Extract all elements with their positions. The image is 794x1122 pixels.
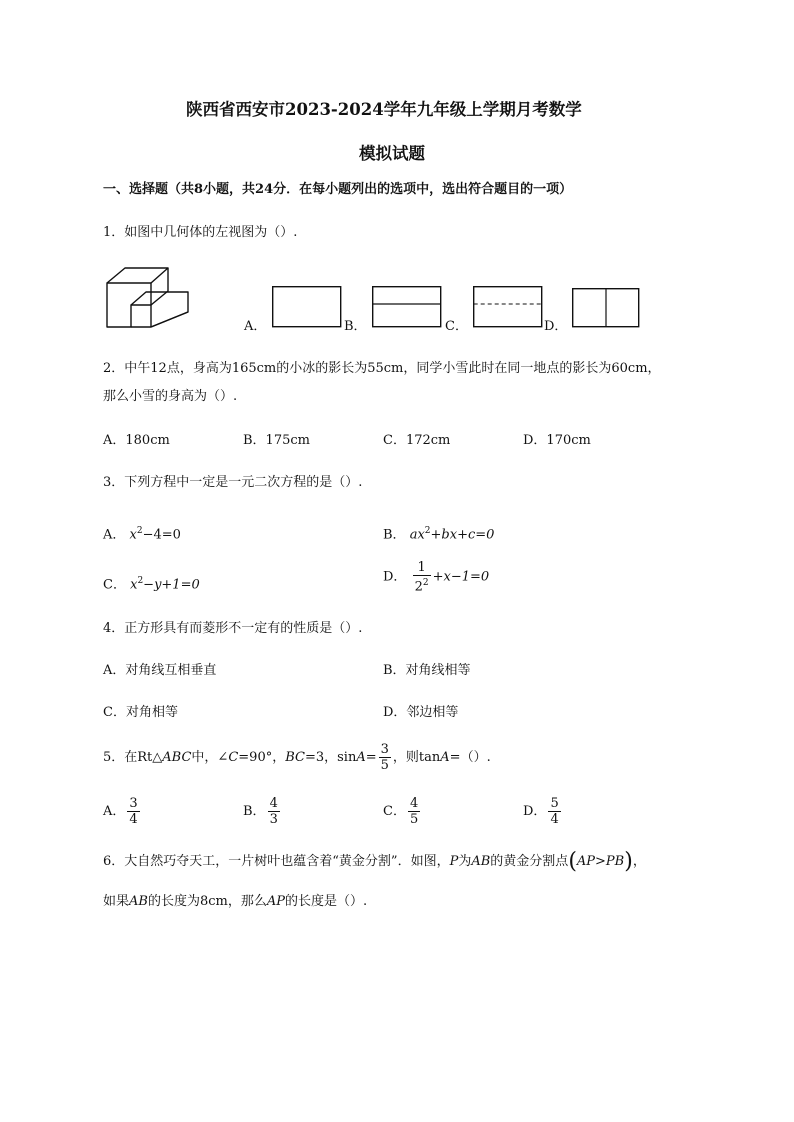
q5-option-c-label: C． xyxy=(383,804,406,819)
q3-option-c-rest: −y+1=0 xyxy=(143,577,200,593)
q6-line2-segment-ab: AB xyxy=(129,894,148,909)
q3-option-c xyxy=(103,572,200,594)
q5-option-c-fraction xyxy=(408,796,420,827)
q5-option-a-fraction xyxy=(127,796,139,827)
q2-option-b: B．175cm xyxy=(243,433,310,448)
q3-option-d-label: D． xyxy=(383,569,407,585)
q1-stem: 1．如图中几何体的左视图为（）. xyxy=(103,225,298,240)
q2-stem-line2: 那么小雪的身高为（）. xyxy=(103,389,238,404)
q5-option-b-fraction xyxy=(268,796,280,827)
q4-option-c: C．对角相等 xyxy=(103,705,178,720)
q6-text-4: ， xyxy=(632,854,646,869)
q5-text-2: 中，∠ xyxy=(191,750,229,765)
q3-option-d-denominator xyxy=(413,576,431,594)
section-heading: 一、选择题（共8小题，共24分．在每小题列出的选项中，选出符合题目的一项） xyxy=(103,182,573,197)
q3-option-d-rest: +x−1=0 xyxy=(432,569,490,585)
q6-paren-open: ( xyxy=(568,849,577,874)
q5-text-3: =90°， xyxy=(238,750,286,765)
q1-option-d-label: D． xyxy=(544,319,568,334)
q5-option-d xyxy=(523,796,563,827)
q5-option-a-denominator: 4 xyxy=(129,812,138,827)
q3-option-d-fraction xyxy=(413,560,431,594)
q2-option-d: D．170cm xyxy=(523,433,591,448)
q3-option-a-var: x xyxy=(129,527,137,543)
q4-option-d: D．邻边相等 xyxy=(383,705,459,720)
q5-option-b-numerator: 4 xyxy=(269,796,278,811)
q1-solid-figure xyxy=(105,265,195,331)
q3-option-d-numerator: 1 xyxy=(413,560,431,576)
q4-option-a: A．对角线互相垂直 xyxy=(103,663,217,678)
q1-option-b-figure xyxy=(372,286,442,328)
q5-option-c xyxy=(383,796,422,827)
q3-option-a-rest: −4=0 xyxy=(142,527,181,543)
q5-triangle-name: ABC xyxy=(162,750,192,765)
q1-option-a-figure xyxy=(272,286,342,328)
q5-side-bc: BC xyxy=(285,750,305,765)
q6-stem-line1 xyxy=(103,849,646,874)
q4-option-b: B．对角线相等 xyxy=(383,663,471,678)
q5-angle-a-tan: A xyxy=(440,750,450,765)
q3-option-b-part2: +bx+c=0 xyxy=(430,527,495,543)
q5-option-a-label: A． xyxy=(103,804,126,819)
q6-line2-text-2: 的长度为8cm，那么 xyxy=(147,894,267,909)
q5-option-d-numerator: 5 xyxy=(550,796,559,811)
q5-text-6: ，则tan xyxy=(392,750,441,765)
q6-segment-ab: AB xyxy=(471,854,491,869)
page-title: 陕西省西安市2023-2024学年九年级上学期月考数学 xyxy=(186,100,582,119)
q3-option-b-exp: 2 xyxy=(424,526,431,536)
q3-option-d-den-exp: 2 xyxy=(422,578,429,588)
q5-stem xyxy=(103,741,491,775)
q1-option-a-label: A． xyxy=(244,319,267,334)
q2-option-a: A．180cm xyxy=(103,433,170,448)
q5-option-a xyxy=(103,796,142,827)
q6-point-p: P xyxy=(449,854,459,869)
q6-text-1: 6．大自然巧夺天工，一片树叶也蕴含着“黄金分割”．如图， xyxy=(103,854,450,869)
q3-option-d-den-base: 2 xyxy=(414,579,423,595)
q3-option-a-label: A． xyxy=(103,527,126,543)
q6-stem-line2 xyxy=(103,893,367,911)
q4-stem: 4．正方形具有而菱形不一定有的性质是（）. xyxy=(103,621,363,636)
q5-option-a-numerator: 3 xyxy=(129,796,138,811)
q5-text-4: =3，sin xyxy=(304,750,357,765)
q6-line2-text-1: 如果 xyxy=(103,894,130,909)
q6-text-2: 为 xyxy=(458,854,472,869)
q3-option-a xyxy=(103,522,181,544)
q5-option-b xyxy=(243,796,282,827)
q3-option-b-part1: ax xyxy=(409,527,425,543)
q1-option-d-figure xyxy=(572,288,642,328)
q3-option-c-exp: 2 xyxy=(137,576,144,586)
q5-sin-fraction xyxy=(379,742,391,773)
q5-option-b-denominator: 3 xyxy=(269,812,278,827)
q1-option-c-figure xyxy=(473,286,543,328)
q2-stem-line1: 2．中午12点，身高为165cm的小冰的影长为55cm，同学小雪此时在同一地点的影长为60cm， xyxy=(103,361,661,376)
q5-angle-a: A xyxy=(356,750,366,765)
q5-text-5: = xyxy=(365,750,377,765)
q5-text-1: 5．在Rt△ xyxy=(103,750,163,765)
q6-line2-text-3: 的长度是（）. xyxy=(285,894,368,909)
q1-option-c-label: C． xyxy=(445,319,468,334)
q6-line2-segment-ap: AP xyxy=(266,894,285,909)
q5-option-c-denominator: 5 xyxy=(409,812,419,827)
q3-stem: 3．下列方程中一定是一元二次方程的是（）. xyxy=(103,475,363,490)
q5-angle-c: C xyxy=(228,750,239,765)
page-subtitle: 模拟试题 xyxy=(359,144,425,163)
q3-option-b xyxy=(383,522,494,544)
q3-option-c-var: x xyxy=(130,577,138,593)
q5-sin-denominator: 5 xyxy=(380,758,389,773)
q5-sin-numerator: 3 xyxy=(380,742,389,757)
q2-option-c: C．172cm xyxy=(383,433,451,448)
q5-option-d-label: D． xyxy=(523,804,547,819)
q3-option-d xyxy=(383,560,489,594)
q6-paren-close: ) xyxy=(624,849,633,874)
q5-option-b-label: B． xyxy=(243,804,266,819)
q5-text-7: =（）. xyxy=(449,750,491,765)
q5-option-d-denominator: 4 xyxy=(550,812,559,827)
q5-option-d-fraction xyxy=(548,796,560,827)
q6-text-3: 的黄金分割点 xyxy=(490,854,569,869)
q6-condition: AP>PB xyxy=(576,854,625,869)
q3-option-c-label: C． xyxy=(103,577,126,593)
q5-option-c-numerator: 4 xyxy=(409,796,419,811)
q3-option-b-label: B． xyxy=(383,527,406,543)
q1-option-b-label: B． xyxy=(344,319,367,334)
q3-option-a-exp: 2 xyxy=(136,526,143,536)
